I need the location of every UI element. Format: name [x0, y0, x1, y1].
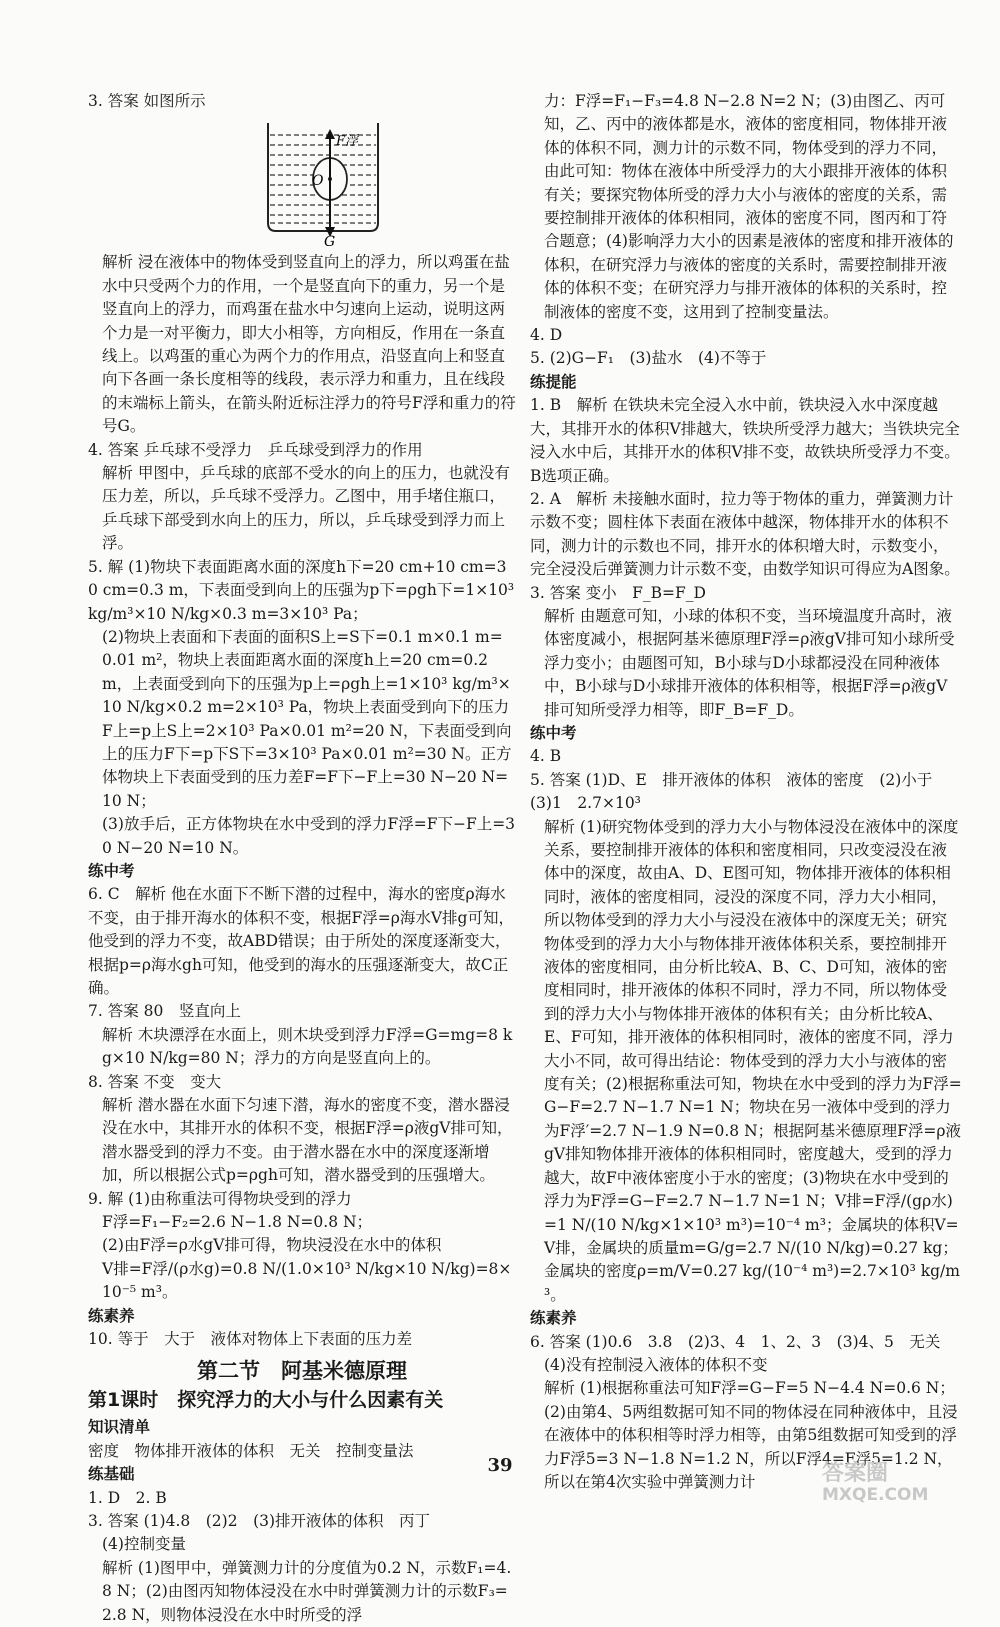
answer-paragraph: 解析 (1)研究物体受到的浮力大小与物体浸没在液体中的深度关系，要控制排开液体的体积和密度相同，只改变浸没在液体中的深度，故由A、D、E图可知，物体排开液体的体积相同时，液体的密度相同，浸没的深度不同，浮力大小相同，所以物体受到的浮力大小与浸没在液体中的深度无关；研究物体受到的浮力大小与物体排开液体体积关系，要控制排开液体的密度相同，由分析比较A、B、C、D可知，液体的密度相同时，排开液体的体积不同时，浮力不同，所以物体受到的浮力大小与物体排开液体的体积有关；由分析比较A、E、F可知，排开液体的体积相同时，液体的密度不同，浮力大小不同，故可得出结论：物体受到的浮力大小与液体的密度有关；(2)根据称重法可知，物块在水中受到的浮力为F浮=G−F=2.7 N−1.7 N=1 N；物块在另一液体中受到的浮力为F浮′=2.7 N−1.9 N=0.8 N；根据阿基米德原理F浮=ρ液gV排知物体排开液体的体积相同时，密度越大，受到的浮力越大，故F中液体密度小于水的密度；(3)物块在水中受到的浮力为F浮=G−F=2.7 N−1.7 N=1 N；V排=F浮/(gρ水)=1 N/(10 N/kg×1×10³ m³)=10⁻⁴ m³；金属块的体积V=V排，金属块的质量m=G/g=2.7 N/(10 N/kg)=0.27 kg；金属块的密度ρ=m/V=0.27 kg/(10⁻⁴ m³)=2.7×10³ kg/m³。 — [544, 817, 962, 1304]
center-label: O — [312, 173, 324, 190]
answer-paragraph: 3. 答案 变小 F_B=F_D — [530, 583, 706, 602]
answer-paragraph: 4. D — [530, 326, 563, 345]
answer-paragraph: 解析 (1)根据称重法可知F浮=G−F=5 N−4.4 N=0.6 N；(2)由第4、5两组数据可知不同的物体浸在同种液体中，且浸在液体中的体积相等时浮力相等，由第5组数据可知受到的浮力F浮5=3 N−1.8 N=1.2 N，所以F浮4=F浮5=1.2 N，所以在第4次实验中弹簧测力计 — [544, 1379, 958, 1491]
answer-paragraph: V排=F浮/(ρ水g)=0.8 N/(1.0×10³ N/kg×10 N/kg)=8×10⁻⁵ m³。 — [102, 1259, 512, 1302]
answer-paragraph: 解析 浸在液体中的物体受到竖直向上的浮力，所以鸡蛋在盐水中只受两个力的作用，一个是竖直向下的重力，另一个是竖直向上的浮力，而鸡蛋在盐水中匀速向上运动，说明这两个力是一对平衡力，即大小相等，方向相反，作用在一条直线上。以鸡蛋的重心为两个力的作用点，沿竖直向上和竖直向下各画一条长度相等的线段，表示浮力和重力，且在线段的末端标上箭头，在箭头附近标注浮力的符号F浮和重力的符号G。 — [102, 253, 516, 436]
answer-paragraph: 6. C 解析 他在水面下不断下潜的过程中，海水的密度ρ海水不变，由于排开海水的体积不变，根据F浮=ρ海水V排g可知，他受到的浮力不变，故ABD错误；由于所处的深度逐渐变大，根据p=ρ海水gh可知，他受到的海水的压强逐渐变大，故C正确。 — [88, 885, 514, 997]
answer-paragraph: 解析 (1)图甲中，弹簧测力计的分度值为0.2 N，示数F₁=4.8 N；(2)由图丙知物体浸没在水中时弹簧测力计的示数F₃=2.8 N，则物体浸没在水中时所受的浮 — [102, 1558, 512, 1624]
svg-text:答案圈: 答案圈 — [822, 1461, 889, 1486]
answer-paragraph: 7. 答案 80 竖直向上 — [88, 1002, 241, 1021]
answer-paragraph: 解析 由题意可知，小球的体积不变，当环境温度升高时，液体密度减小，根据阿基米德原理F浮=ρ液gV排可知小球所受浮力变小；由题图可知，B小球与D小球都浸没在同种液体中，B小球与D小球排开液体的体积相等，根据F浮=ρ液gV排可知所受浮力相等，即F_B=F_D。 — [544, 606, 955, 719]
answer-paragraph: 5. 答案 (1)D、E 排开液体的体积 液体的密度 (2)小于 (3)1 2.7×10³ — [530, 770, 948, 813]
force-label: F浮 — [336, 134, 359, 150]
section-title: 第二节 阿基米德原理 — [197, 1358, 407, 1383]
section-heading: 练中考 — [530, 723, 577, 742]
answer-paragraph: 3. 答案 如图所示 — [88, 92, 206, 110]
gravity-label: G — [324, 234, 336, 248]
section-heading: 练基础 — [88, 1465, 135, 1484]
answer-paragraph: 5. (2)G−F₁ (3)盐水 (4)不等于 — [530, 349, 767, 368]
answer-paragraph: 4. B — [530, 747, 562, 766]
answer-paragraph: (2)物块上表面和下表面的面积S上=S下=0.1 m×0.1 m=0.01 m²，物块上表面距离水面的深度h上=20 cm=0.2 m，上表面受到向下的压强为p上=ρgh上=1×10³ kg/m³×10 N/kg×0.2 m=2×10³ Pa，物块上表面受到向下的压力F上=p上S上=2×10³ Pa×0.01 m²=20 N，下表面受到向上的压力F下=p下S下=3×10³ Pa×0.01 m²=30 N。正方体物块上下表面受到的压力差F=F下−F上=30 N−20 N=10 N； — [102, 627, 512, 810]
answer-paragraph: 密度 物体排开液体的体积 无关 控制变量法 — [88, 1441, 414, 1460]
answer-paragraph: 10. 等于 大于 液体对物体上下表面的压力差 — [88, 1330, 413, 1349]
answer-paragraph: 1. D 2. B — [88, 1488, 167, 1507]
answer-paragraph: 1. B 解析 在铁块未完全浸入水中前，铁块浸入水中深度越大，其排开水的体积V排越大，铁块所受浮力越大；当铁块完全浸入水中后，其排开水的体积V排不变，故铁块所受浮力不变。B选项正确。 — [530, 396, 960, 485]
figure — [258, 115, 516, 247]
answer-paragraph: 解析 潜水器在水面下匀速下潜，海水的密度不变，潜水器浸没在水中，其排开水的体积不变，根据F浮=ρ液gV排可知，潜水器受到的浮力不变。由于潜水器在水中的深度逐渐增加，所以根据公式p=ρgh可知，潜水器受到的压强增大。 — [102, 1096, 513, 1185]
answer-paragraph: 解析 甲图中，乒乓球的底部不受水的向上的压力，也就没有压力差，所以，乒乓球不受浮力。乙图中，用手堵住瓶口，乒乓球下部受到水向上的压力，所以，乒乓球受到浮力而上浮。 — [102, 464, 510, 553]
section-heading: 练中考 — [88, 861, 135, 880]
answer-paragraph: (3)放手后，正方体物块在水中受到的浮力F浮=F下−F上=30 N−20 N=10 N。 — [102, 815, 516, 857]
answer-paragraph: 2. A 解析 未接触水面时，拉力等于物体的重力，弹簧测力计示数不变；圆柱体下表面在液体中越深，物体排开水的体积不同，测力计的示数也不同，排开水的体积增大时，示数变小，完全浸没后弹簧测力计示数不变，由数学知识可得应为A图象。 — [530, 489, 960, 579]
answer-paragraph: (4)控制变量 — [102, 1535, 186, 1554]
answer-paragraph: 9. 解 (1)由称重法可得物块受到的浮力 — [88, 1189, 352, 1208]
left-column — [88, 90, 516, 1627]
section-heading: 练素养 — [530, 1309, 577, 1328]
answer-paragraph: F浮=F₁−F₂=2.6 N−1.8 N=0.8 N； — [102, 1213, 373, 1232]
answer-paragraph: 6. 答案 (1)0.6 3.8 (2)3、4 1、2、3 (3)4、5 无关 — [530, 1332, 941, 1351]
section-heading: 练提能 — [530, 372, 577, 391]
page-number: 39 — [487, 1455, 513, 1476]
egg-in-saltwater-figure — [258, 115, 398, 247]
svg-text:MXQE.COM: MXQE.COM — [822, 1485, 929, 1504]
answer-paragraph: (4)没有控制浸入液体的体积不变 — [544, 1355, 768, 1374]
watermark-logo — [818, 1456, 993, 1504]
lesson-title: 第1课时 探究浮力的大小与什么因素有关 — [88, 1388, 444, 1411]
answer-paragraph: 解析 木块漂浮在水面上，则木块受到浮力F浮=G=mg=8 kg×10 N/kg=80 N；浮力的方向是竖直向上的。 — [102, 1025, 513, 1068]
answer-paragraph: 3. 答案 (1)4.8 (2)2 (3)排开液体的体积 丙丁 — [88, 1511, 431, 1530]
answer-paragraph: 力：F浮=F₁−F₃=4.8 N−2.8 N=2 N；(3)由图乙、丙可知，乙、丙中的液体都是水，液体的密度相同，物体排开液体的体积不同，测力计的示数不同，物体受到的浮力不同，由此可知：物体在液体中所受浮力的大小跟排开液体的体积有关；要探究物体所受的浮力大小与液体的密度的关系，需要控制排开液体的体积相同，液体的密度不同，图丙和丁符合题意；(4)影响浮力大小的因素是液体的密度和排开液体的体积，在研究浮力与液体的密度的关系时，需要控制排开液体的体积不变；在研究浮力与排开液体的体积的关系时，控制液体的密度不变，这用到了控制变量法。 — [544, 92, 954, 321]
answer-paragraph: 4. 答案 乒乓球不受浮力 乒乓球受到浮力的作用 — [88, 440, 423, 459]
answer-paragraph: 8. 答案 不变 变大 — [88, 1072, 222, 1091]
section-heading: 知识清单 — [88, 1418, 151, 1437]
answer-paragraph: (2)由F浮=ρ水gV排可得，物块浸没在水中的体积 — [102, 1236, 442, 1255]
answer-paragraph: 5. 解 (1)物块下表面距离水面的深度h下=20 cm+10 cm=30 cm=0.3 m，下表面受到向上的压强为p下=ρgh下=1×10³ kg/m³×10 N/kg×0.3 m=3×10³ Pa； — [88, 557, 515, 623]
section-heading: 练素养 — [88, 1306, 135, 1325]
right-column — [530, 90, 962, 1494]
